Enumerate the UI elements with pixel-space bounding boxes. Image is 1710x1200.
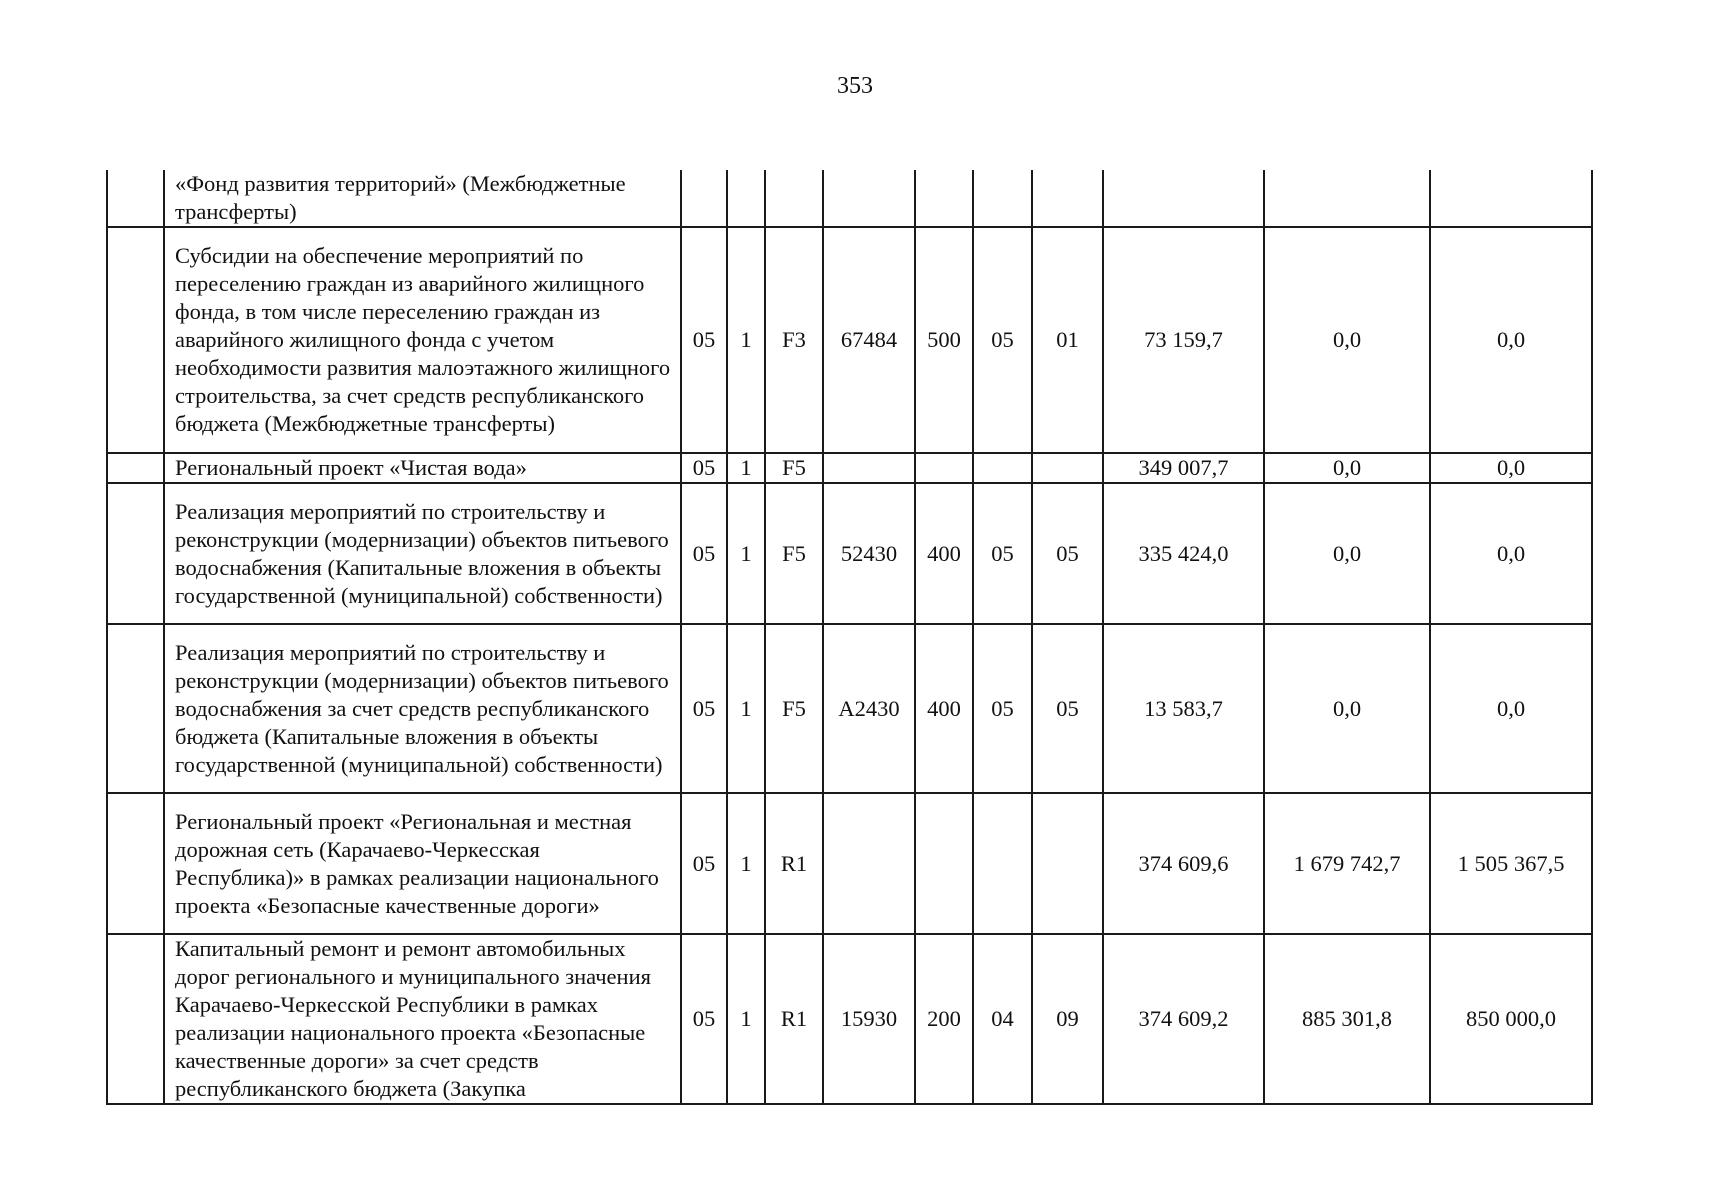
row-name-cell: Субсидии на обеспечение мероприятий по переселению граждан из аварийного жилищного фонда, в том числе переселению граждан из аварийного жилищного фонда с учетом необходимости развития малоэтажного жилищного строительства, за счет средств республиканского бюджета (Межбюджетные трансферты) — [164, 227, 681, 453]
row-index-cell — [107, 227, 164, 453]
code-cell: 05 — [1032, 483, 1103, 624]
amount-cell: 374 609,6 — [1103, 793, 1264, 934]
code-cell — [1032, 170, 1103, 227]
code-cell: F5 — [765, 483, 823, 624]
code-cell: 400 — [915, 483, 973, 624]
amount-cell: 13 583,7 — [1103, 624, 1264, 793]
row-index-cell — [107, 170, 164, 227]
code-cell — [915, 793, 973, 934]
amount-cell — [1103, 170, 1264, 227]
amount-cell — [1264, 170, 1430, 227]
code-cell: 400 — [915, 624, 973, 793]
code-cell — [915, 453, 973, 483]
table-row — [107, 793, 1592, 934]
row-name-cell: Реализация мероприятий по строительству и реконструкции (модернизации) объектов питьевого водоснабжения (Капитальные вложения в объекты государственной (муниципальной) собственности) — [164, 483, 681, 624]
amount-cell: 73 159,7 — [1103, 227, 1264, 453]
code-cell: R1 — [765, 793, 823, 934]
code-cell: 500 — [915, 227, 973, 453]
code-cell: 05 — [681, 483, 727, 624]
amount-cell: 335 424,0 — [1103, 483, 1264, 624]
code-cell — [823, 453, 915, 483]
table-row — [107, 624, 1592, 793]
code-cell: 05 — [973, 624, 1032, 793]
amount-cell: 0,0 — [1430, 227, 1592, 453]
amount-cell: 850 000,0 — [1430, 934, 1592, 1104]
amount-cell: 0,0 — [1264, 227, 1430, 453]
code-cell: 1 — [727, 453, 765, 483]
code-cell: 05 — [681, 793, 727, 934]
row-index-cell — [107, 453, 164, 483]
code-cell: 05 — [681, 934, 727, 1104]
code-cell: 05 — [973, 227, 1032, 453]
code-cell — [973, 170, 1032, 227]
row-index-cell — [107, 793, 164, 934]
code-cell: 05 — [681, 227, 727, 453]
code-cell: 15930 — [823, 934, 915, 1104]
row-name-cell: Реализация мероприятий по строительству и реконструкции (модернизации) объектов питьевого водоснабжения за счет средств республиканского бюджета (Капитальные вложения в объекты государственной (муниципальной) собственности) — [164, 624, 681, 793]
code-cell: 05 — [681, 624, 727, 793]
code-cell — [823, 793, 915, 934]
row-name-cell: Капитальный ремонт и ремонт автомобильных дорог регионального и муниципального значения Карачаево-Черкесской Республики в рамках реализации национального проекта «Безопасные качественные дороги» за счет средств республиканского бюджета (Закупка — [164, 934, 681, 1104]
table-row — [107, 453, 1592, 483]
code-cell: 05 — [681, 453, 727, 483]
code-cell: 01 — [1032, 227, 1103, 453]
code-cell: F5 — [765, 453, 823, 483]
amount-cell: 0,0 — [1430, 624, 1592, 793]
amount-cell: 0,0 — [1264, 483, 1430, 624]
amount-cell: 0,0 — [1264, 624, 1430, 793]
row-name-cell: «Фонд развития территорий» (Межбюджетные трансферты) — [164, 170, 681, 227]
amount-cell — [1430, 170, 1592, 227]
code-cell: 1 — [727, 624, 765, 793]
budget-table — [106, 170, 1593, 1105]
table-row — [107, 483, 1592, 624]
amount-cell: 0,0 — [1264, 453, 1430, 483]
amount-cell: 0,0 — [1430, 483, 1592, 624]
budget-table-wrapper — [106, 170, 1591, 1105]
amount-cell: 1 679 742,7 — [1264, 793, 1430, 934]
table-row — [107, 934, 1592, 1104]
row-name-cell: Региональный проект «Чистая вода» — [164, 453, 681, 483]
code-cell: 05 — [1032, 624, 1103, 793]
code-cell — [765, 170, 823, 227]
code-cell — [823, 170, 915, 227]
code-cell — [915, 170, 973, 227]
row-index-cell — [107, 483, 164, 624]
code-cell — [681, 170, 727, 227]
code-cell: 1 — [727, 793, 765, 934]
code-cell: 52430 — [823, 483, 915, 624]
code-cell: 09 — [1032, 934, 1103, 1104]
row-name-cell: Региональный проект «Региональная и местная дорожная сеть (Карачаево-Черкесская Республика)» в рамках реализации национального проекта «Безопасные качественные дороги» — [164, 793, 681, 934]
amount-cell: 349 007,7 — [1103, 453, 1264, 483]
code-cell: 1 — [727, 227, 765, 453]
code-cell: 05 — [973, 483, 1032, 624]
code-cell: A2430 — [823, 624, 915, 793]
code-cell — [973, 453, 1032, 483]
code-cell: 200 — [915, 934, 973, 1104]
code-cell — [973, 793, 1032, 934]
code-cell — [1032, 793, 1103, 934]
code-cell: 1 — [727, 483, 765, 624]
code-cell: 67484 — [823, 227, 915, 453]
code-cell: R1 — [765, 934, 823, 1104]
amount-cell: 1 505 367,5 — [1430, 793, 1592, 934]
code-cell: 1 — [727, 934, 765, 1104]
table-row — [107, 227, 1592, 453]
amount-cell: 0,0 — [1430, 453, 1592, 483]
row-index-cell — [107, 624, 164, 793]
table-row — [107, 170, 1592, 227]
code-cell: F5 — [765, 624, 823, 793]
code-cell — [1032, 453, 1103, 483]
amount-cell: 885 301,8 — [1264, 934, 1430, 1104]
row-index-cell — [107, 934, 164, 1104]
code-cell: F3 — [765, 227, 823, 453]
code-cell: 04 — [973, 934, 1032, 1104]
page-number: 353 — [837, 73, 873, 99]
code-cell — [727, 170, 765, 227]
amount-cell: 374 609,2 — [1103, 934, 1264, 1104]
